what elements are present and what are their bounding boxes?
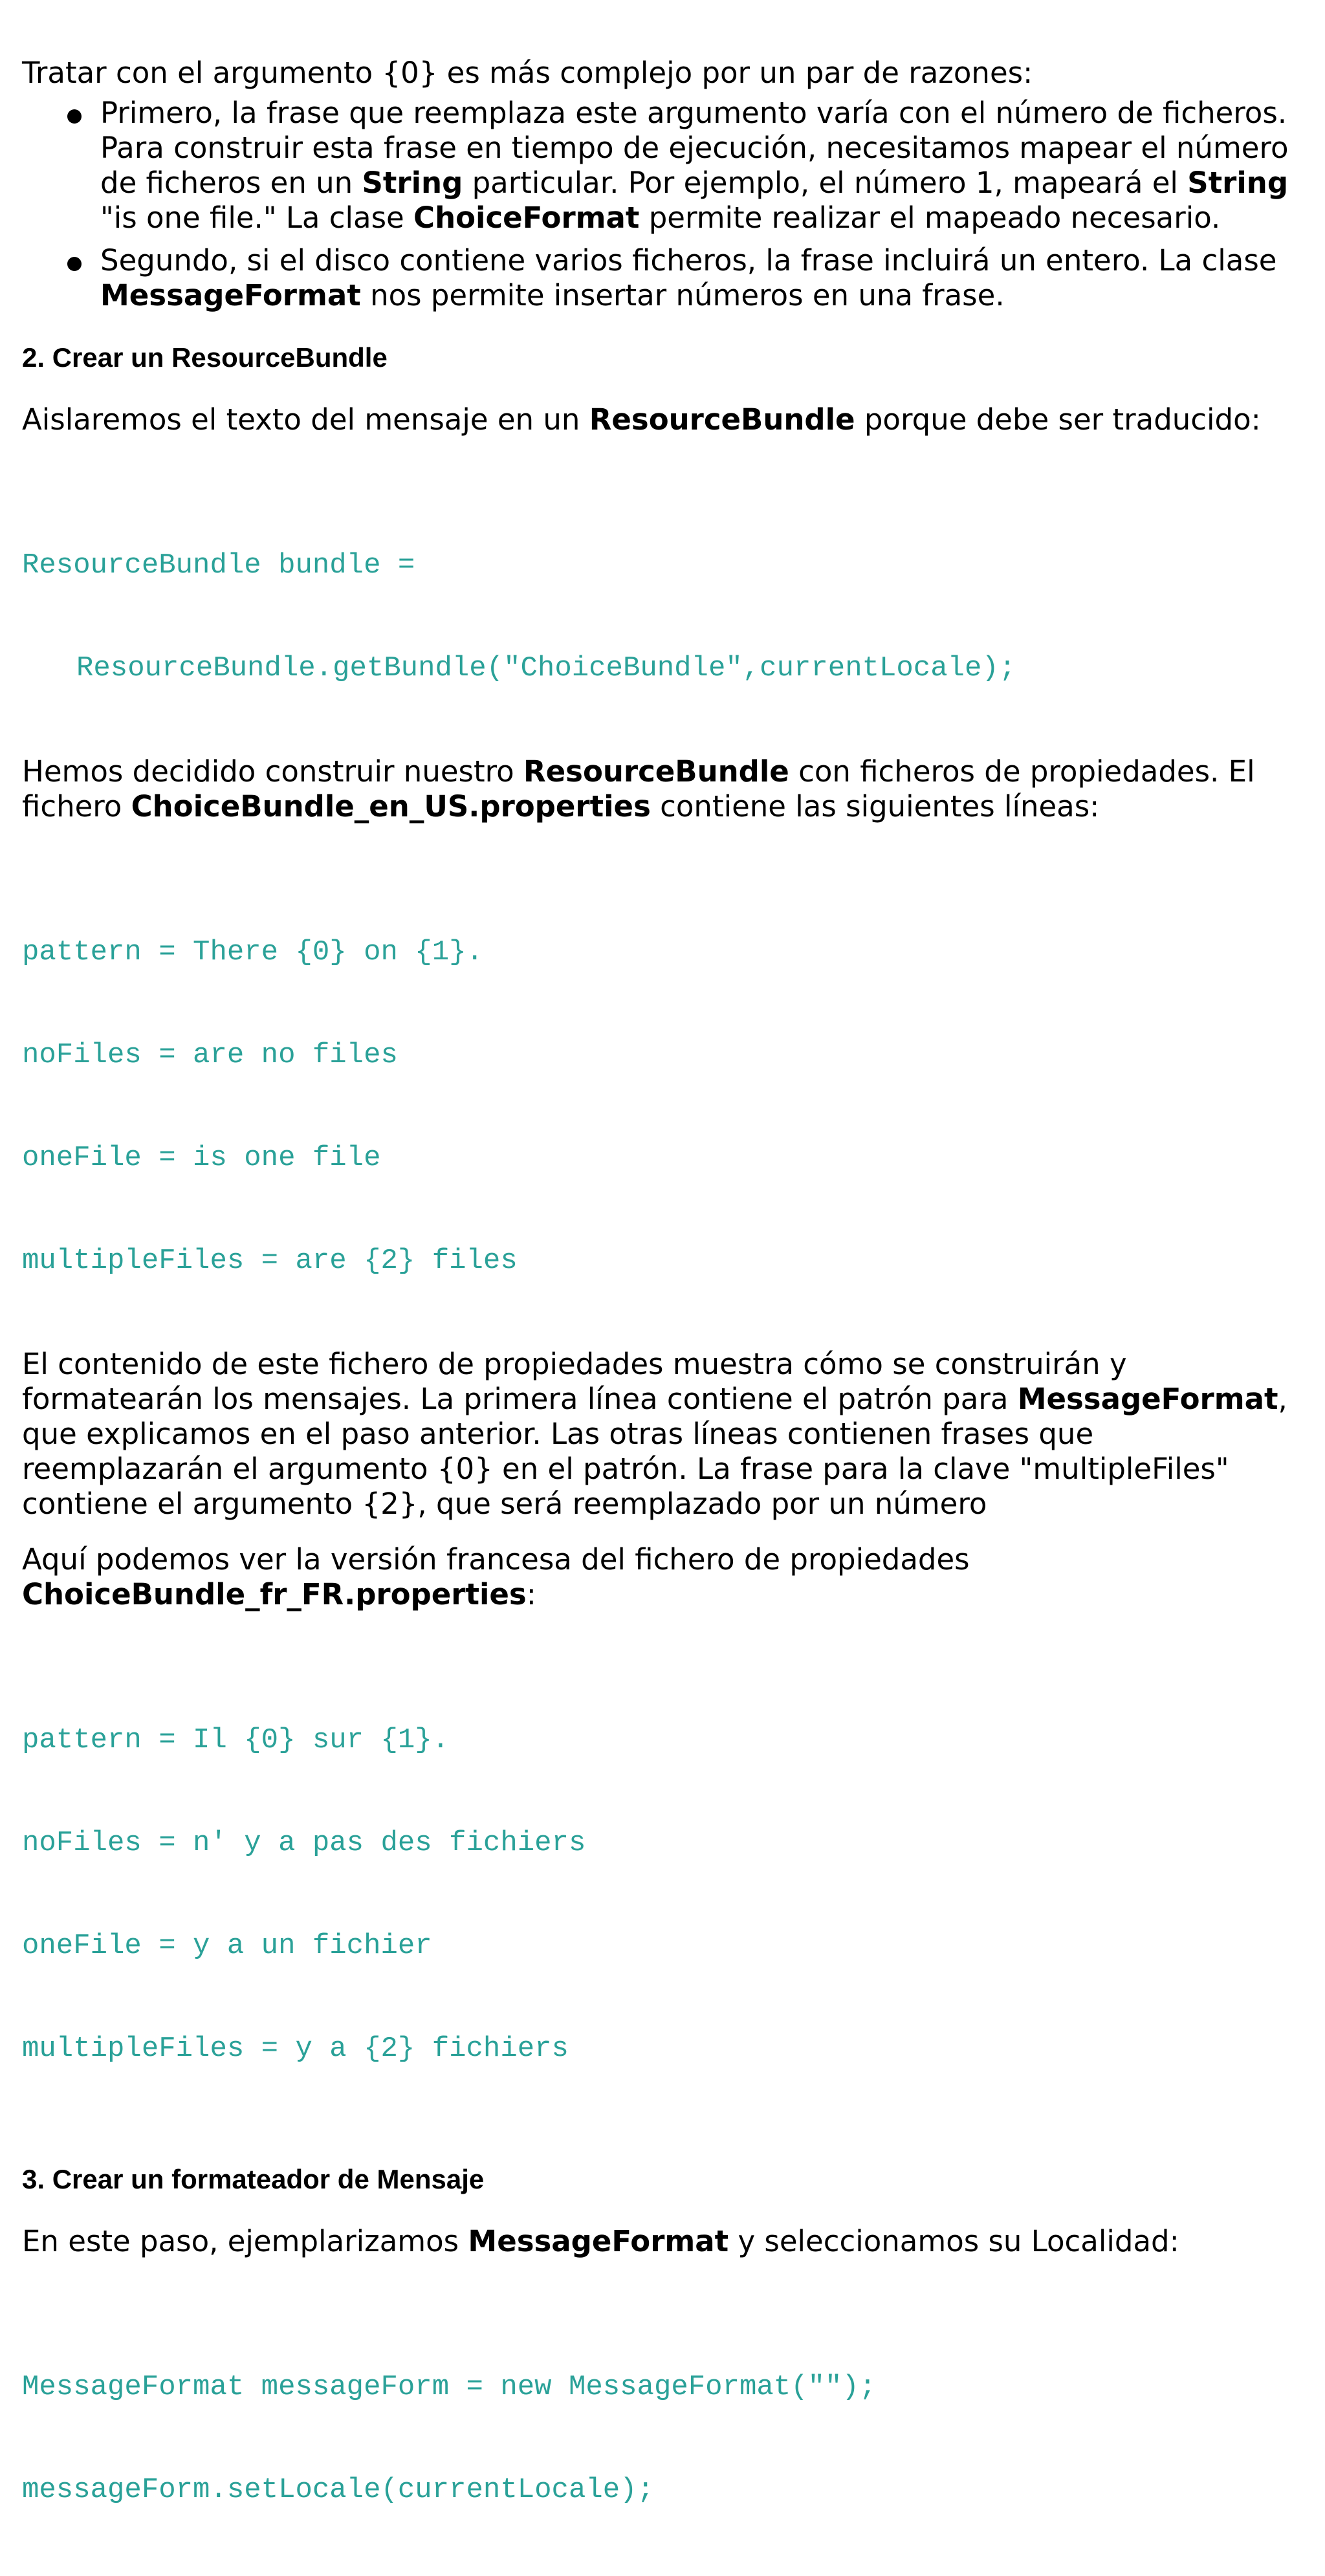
bold-term: ChoiceFormat: [413, 201, 640, 235]
code-line: oneFile = y a un fichier: [22, 1930, 432, 1962]
paragraph: [22, 2224, 1303, 2259]
paragraph: [22, 1542, 1303, 1612]
paragraph: [22, 402, 1303, 437]
section-heading: 3. Crear un formateador de Mensaje: [22, 2164, 485, 2194]
section-heading: 2. Crear un ResourceBundle: [22, 342, 388, 373]
code-line: multipleFiles = are {2} files: [22, 1245, 518, 1277]
code-line: oneFile = is one file: [22, 1142, 381, 1174]
code-line: noFiles = n' y a pas des fichiers: [22, 1827, 586, 1859]
paragraph-text: Aquí podemos ver la versión francesa del fichero de propiedades: [22, 1542, 970, 1577]
bullet-text: nos permite insertar números en una frase.: [360, 278, 1005, 312]
list-item: [22, 243, 1303, 313]
list-item: [22, 96, 1303, 235]
bullet-text: Segundo, si el disco contiene varios ficheros, la frase incluirá un entero. La clase: [100, 243, 1277, 278]
paragraph: [22, 1347, 1303, 1522]
bullet-text: particular. Por ejemplo, el número 1, mapeará el: [463, 166, 1188, 200]
paragraph-text: Aislaremos el texto del mensaje en un: [22, 402, 589, 437]
code-line: pattern = There {0} on {1}.: [22, 936, 483, 968]
bullet-text: "is one file." La clase: [100, 201, 414, 235]
code-block: [22, 1655, 1303, 2135]
bold-term: MessageFormat: [1017, 1382, 1278, 1416]
code-line: multipleFiles = y a {2} fichiers: [22, 2033, 569, 2065]
code-block: [22, 2302, 1303, 2576]
code-line: ResourceBundle bundle =: [22, 549, 415, 582]
paragraph: [22, 754, 1303, 824]
paragraph-text: con ficheros de propiedades. El fichero: [22, 754, 1255, 824]
bold-term: String: [1187, 166, 1289, 200]
paragraph-text: :: [526, 1577, 536, 1611]
code-line: pattern = Il {0} sur {1}.: [22, 1724, 450, 1756]
paragraph-text: porque debe ser traducido:: [855, 402, 1261, 437]
paragraph-text: , que explicamos en el paso anterior. Las otras líneas contienen frases que reemplazarán el argumento {0} en el patrón. La frase para la clave "multipleFiles" contiene el argumento {2}, que será reemplazado por un número: [22, 1382, 1287, 1521]
bullet-icon: [67, 257, 82, 271]
bullet-text: Primero, la frase que reemplaza este argumento varía con el número de ficheros. Para construir esta frase en tiempo de ejecución, necesitamos mapear el número de ficheros en un: [100, 96, 1289, 200]
bold-term: ChoiceBundle_en_US.properties: [131, 789, 651, 824]
paragraph-text: y seleccionamos su Localidad:: [728, 2224, 1179, 2258]
paragraph-text: Hemos decidido construir nuestro: [22, 754, 523, 789]
paragraph-text: El contenido de este fichero de propiedades muestra cómo se construirán y formatearán los mensajes. La primera línea contiene el patrón para: [22, 1347, 1127, 1416]
intro-paragraph: Tratar con el argumento {0} es más complejo por un par de razones:: [22, 56, 1033, 90]
code-block: [22, 480, 1303, 754]
bold-term: ResourceBundle: [589, 402, 855, 437]
bold-term: MessageFormat: [468, 2224, 729, 2258]
code-line: noFiles = are no files: [22, 1039, 398, 1071]
bold-term: ChoiceBundle_fr_FR.properties: [22, 1577, 527, 1611]
code-line: ResourceBundle.getBundle("ChoiceBundle",currentLocale);: [76, 652, 1016, 684]
paragraph-text: En este paso, ejemplarizamos: [22, 2224, 468, 2258]
document-content: [22, 56, 1303, 2576]
reasons-list: [22, 96, 1303, 313]
code-line: messageForm.setLocale(currentLocale);: [22, 2474, 654, 2506]
bold-term: String: [362, 166, 463, 200]
bold-term: ResourceBundle: [523, 754, 789, 789]
bullet-icon: [67, 109, 82, 124]
code-line: MessageFormat messageForm = new MessageFormat("");: [22, 2371, 877, 2403]
paragraph-text: contiene las siguientes líneas:: [650, 789, 1100, 824]
bullet-text: permite realizar el mapeado necesario.: [639, 201, 1221, 235]
code-block: [22, 867, 1303, 1347]
bold-term: MessageFormat: [100, 278, 361, 312]
